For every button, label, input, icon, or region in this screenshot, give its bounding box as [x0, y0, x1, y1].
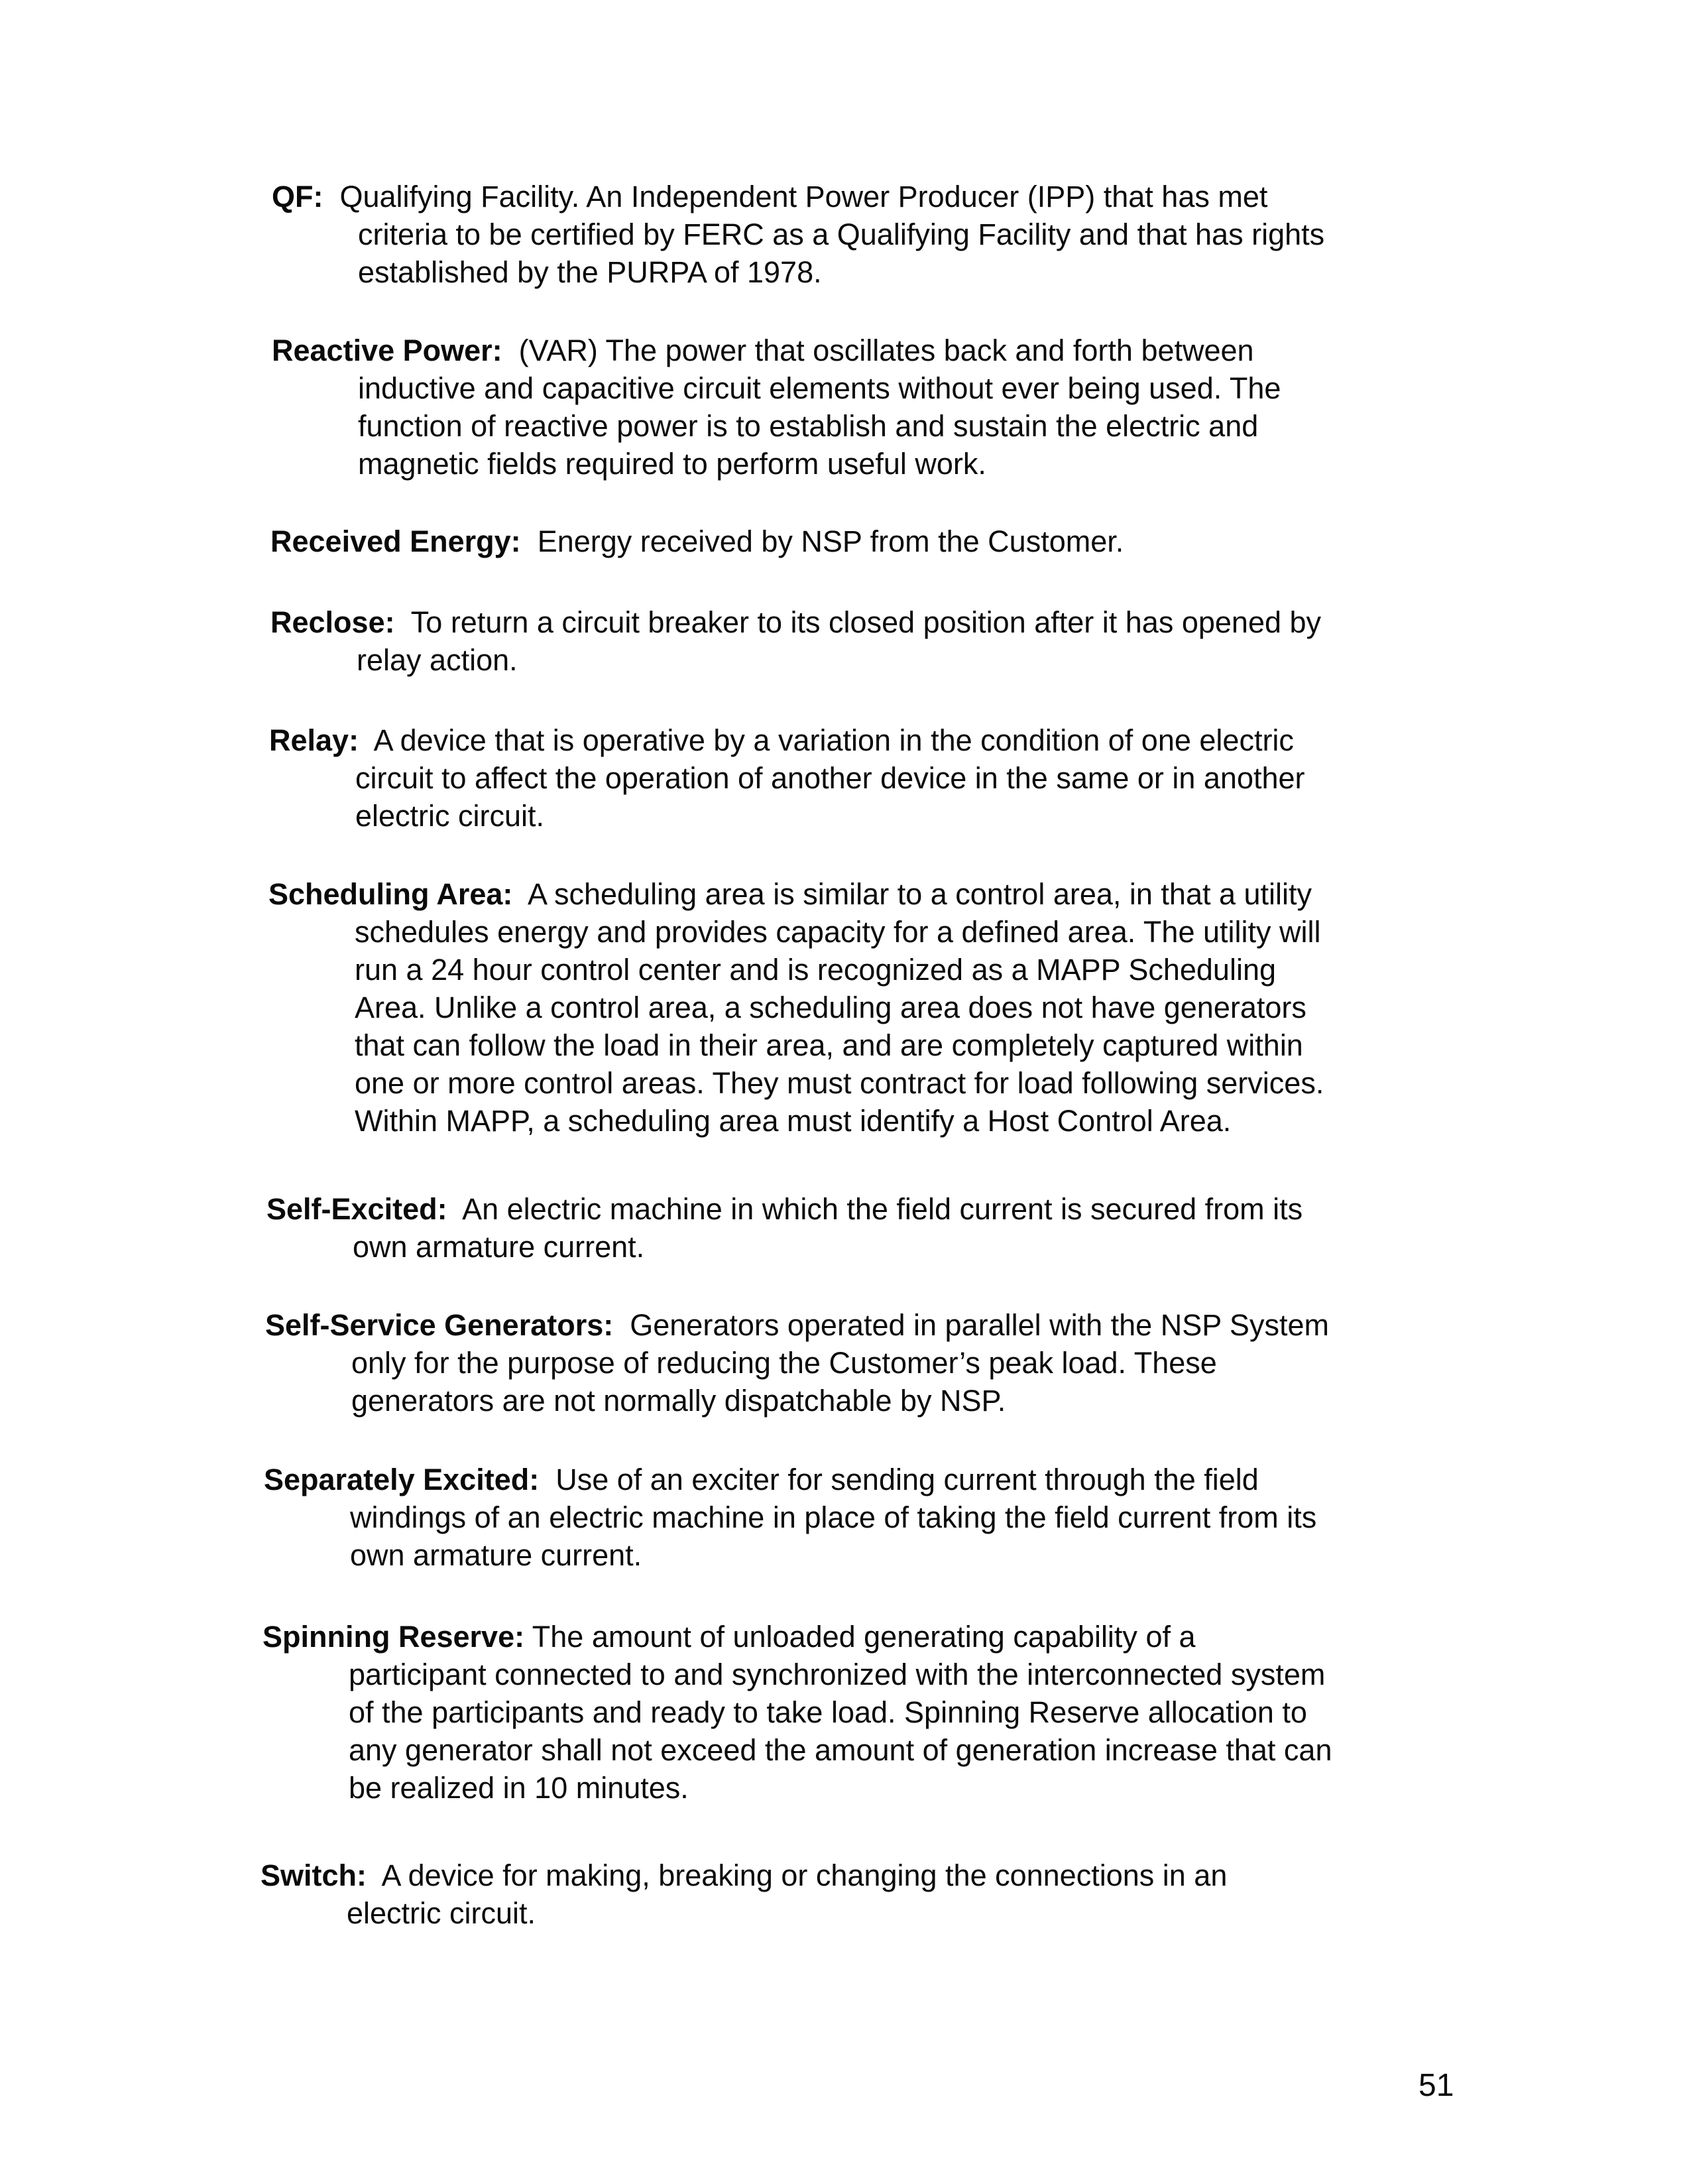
glossary-term: Reclose:: [270, 605, 395, 639]
definition-line: relay action.: [357, 643, 518, 677]
definition-line: one or more control areas. They must contract for load following services.: [355, 1066, 1324, 1100]
definition-line: Within MAPP, a scheduling area must identify a Host Control Area.: [355, 1104, 1232, 1138]
glossary-entry-spinning-reserve: [262, 1618, 1332, 1807]
definition-line: that can follow the load in their area, and are completely captured within: [355, 1028, 1303, 1062]
glossary-entry-separately-excited: [264, 1461, 1316, 1574]
definition-line: own armature current.: [353, 1230, 645, 1264]
page-number: 51: [1419, 2068, 1454, 2103]
definition-line: A scheduling area is similar to a control area, in that a utility: [527, 877, 1312, 911]
glossary-term: Self-Service Generators:: [265, 1308, 614, 1342]
definition-line: magnetic fields required to perform useful work.: [358, 447, 986, 481]
definition-line: A device that is operative by a variation in the condition of one electric: [373, 723, 1294, 757]
definition-line: windings of an electric machine in place of taking the field current from its: [350, 1500, 1317, 1534]
definition-line: A device for making, breaking or changing the connections in an: [381, 1858, 1228, 1892]
definition-line: schedules energy and provides capacity for a defined area. The utility will: [355, 915, 1321, 949]
definition-line: (VAR) The power that oscillates back and forth between: [518, 334, 1254, 367]
definition-line: Energy received by NSP from the Customer.: [537, 524, 1124, 558]
glossary-entry-received-energy: [270, 522, 1124, 560]
glossary-entry-reclose: [270, 603, 1321, 679]
glossary-term: Spinning Reserve:: [262, 1620, 525, 1654]
glossary-term: Scheduling Area:: [268, 877, 513, 911]
glossary-term: Self-Excited:: [266, 1192, 447, 1226]
glossary-term: Relay:: [269, 723, 359, 757]
definition-line: any generator shall not exceed the amount of generation increase that can: [349, 1733, 1332, 1767]
definition-line: The amount of unloaded generating capability of a: [532, 1620, 1196, 1654]
definition-line: electric circuit.: [355, 799, 545, 833]
definition-line: circuit to affect the operation of another device in the same or in another: [355, 761, 1305, 795]
glossary-term: Switch:: [261, 1858, 367, 1892]
glossary-entry-self-excited: [266, 1190, 1303, 1266]
definition-line: run a 24 hour control center and is recognized as a MAPP Scheduling: [355, 953, 1277, 987]
glossary-entry-relay: [269, 721, 1305, 835]
definition-line: only for the purpose of reducing the Customer’s peak load. These: [351, 1346, 1217, 1380]
definition-line: criteria to be certified by FERC as a Qualifying Facility and that has rights: [358, 217, 1325, 251]
definition-line: Qualifying Facility. An Independent Power Producer (IPP) that has met: [339, 180, 1268, 213]
definition-line: To return a circuit breaker to its closed position after it has opened by: [410, 605, 1322, 639]
definition-line: own armature current.: [350, 1538, 642, 1572]
definition-line: established by the PURPA of 1978.: [358, 255, 822, 289]
definition-line: Use of an exciter for sending current through the field: [555, 1463, 1259, 1496]
definition-line: participant connected to and synchronized with the interconnected system: [349, 1658, 1326, 1691]
definition-line: of the participants and ready to take load. Spinning Reserve allocation to: [349, 1695, 1307, 1729]
definition-line: electric circuit.: [347, 1896, 536, 1930]
glossary-term: Reactive Power:: [272, 334, 502, 367]
glossary-entry-switch: [261, 1856, 1227, 1932]
glossary-term: Separately Excited:: [264, 1463, 540, 1496]
definition-line: Area. Unlike a control area, a scheduling area does not have generators: [355, 991, 1306, 1024]
definition-line: be realized in 10 minutes.: [349, 1771, 689, 1805]
definition-line: inductive and capacitive circuit elements without ever being used. The: [358, 371, 1281, 405]
glossary-term: Received Energy:: [270, 524, 521, 558]
glossary-entry-scheduling-area: [268, 875, 1324, 1140]
definition-line: function of reactive power is to establish and sustain the electric and: [358, 409, 1259, 443]
glossary-entry-self-service-generators: [265, 1306, 1329, 1420]
glossary-entry-reactive-power: [272, 332, 1281, 483]
glossary-entry-qf: [272, 178, 1324, 291]
glossary-term: QF:: [272, 180, 323, 213]
definition-line: Generators operated in parallel with the NSP System: [630, 1308, 1329, 1342]
definition-line: generators are not normally dispatchable by NSP.: [351, 1384, 1006, 1418]
definition-line: An electric machine in which the field current is secured from its: [462, 1192, 1303, 1226]
